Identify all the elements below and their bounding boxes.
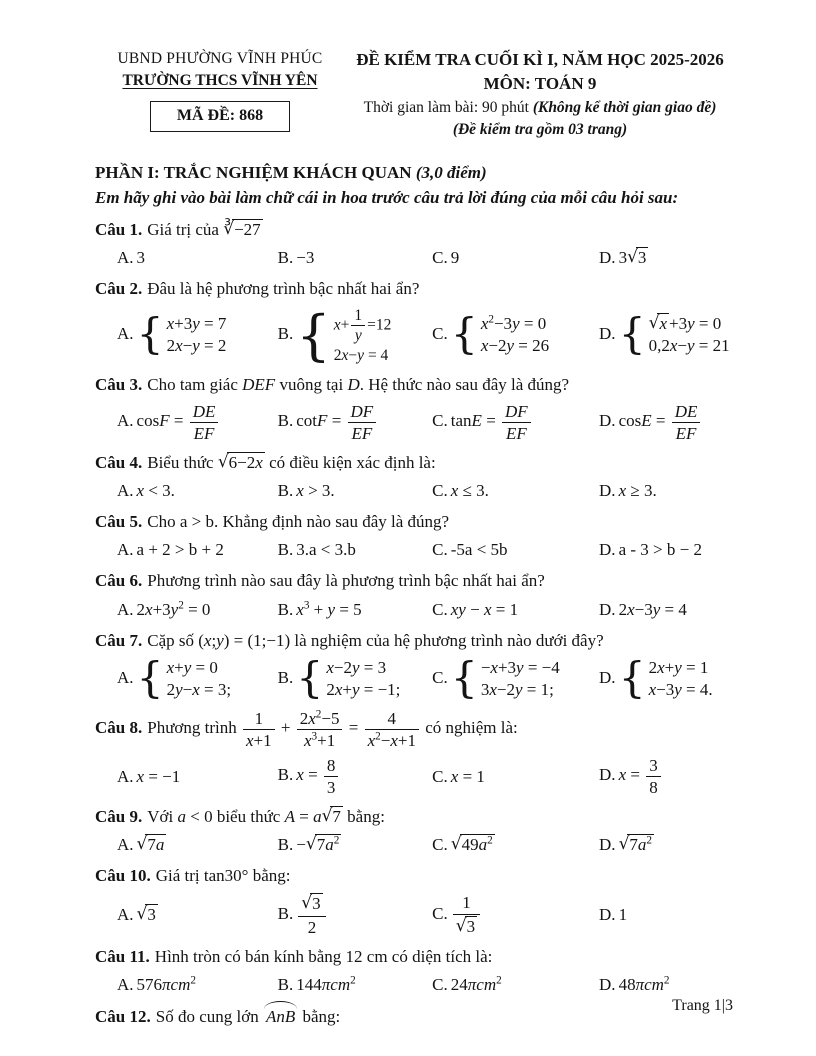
option-letter: B.: [277, 540, 294, 560]
exam-title: ĐỀ KIỂM TRA CUỐI KÌ I, NĂM HỌC 2025-2026: [356, 50, 724, 69]
question-stem: Phương trình $\frac{1}{x+1}$ + $\frac{2x^2-5}{x^3+1}$ = $\frac{4}{x^2-x+1}$ có nghiệm là:: [147, 708, 518, 751]
question-label: Câu 3.: [95, 374, 143, 394]
option-content: 3 √ 3: [619, 248, 649, 267]
options-row: [95, 538, 735, 562]
option-letter: C.: [432, 835, 448, 855]
option-letter: B.: [277, 481, 294, 501]
option-letter: D.: [599, 411, 616, 431]
option-content: x ≤ 3.: [450, 481, 489, 501]
question-5-option-C: [432, 538, 599, 562]
question-line: [95, 218, 735, 242]
option-content: − √ $7a^2$: [296, 835, 341, 854]
option-letter: B.: [277, 835, 294, 855]
option-content: cosE = $\frac{DE}{EF}$: [619, 411, 703, 430]
question-line: [95, 451, 735, 475]
option-content: { x+ $\frac{1}{y}$ =12 2x−y = 4: [296, 324, 391, 343]
question-8: [95, 708, 735, 798]
option-content: a - 3 > b − 2: [618, 540, 702, 560]
question-3-option-C: [432, 401, 599, 444]
question-line: [95, 945, 735, 969]
option-content: $x^3 + y = 5$: [296, 598, 362, 619]
question-8-option-A: [117, 765, 278, 789]
option-content: -5a < 5b: [450, 540, 508, 560]
question-label: Câu 9.: [95, 807, 143, 827]
question-stem: Biểu thức √ 6−2x có điều kiện xác định là:: [147, 453, 435, 472]
option-content: 3: [136, 247, 146, 267]
question-1-option-D: [599, 246, 735, 270]
option-letter: D.: [599, 974, 616, 994]
question-7-option-C: [432, 657, 599, 701]
option-content: 48πcm$^2$: [618, 974, 670, 994]
question-2-option-C: [432, 313, 599, 357]
question-6-option-B: [278, 598, 433, 622]
question-label: Câu 8.: [95, 718, 143, 738]
option-content: x = 1: [450, 766, 485, 786]
exam-header: [95, 48, 735, 141]
option-letter: C.: [432, 667, 448, 687]
question-2-option-B: [278, 305, 433, 366]
question-4: [95, 451, 735, 503]
option-letter: C.: [432, 540, 448, 560]
question-5-option-A: [117, 538, 278, 562]
question-10-option-B: [278, 892, 433, 937]
option-letter: A.: [117, 835, 134, 855]
section-title: [95, 161, 735, 185]
section-title-text: PHẦN I: TRẮC NGHIỆM KHÁCH QUAN: [95, 163, 416, 183]
option-letter: B.: [277, 903, 294, 923]
question-3-option-B: [278, 401, 433, 444]
option-content: x > 3.: [296, 481, 335, 501]
options-row: [95, 246, 735, 270]
option-content: 2x−3y = 4: [618, 599, 687, 619]
option-letter: D.: [599, 835, 616, 855]
option-content: { x+3y = 7 2x−y = 2: [137, 324, 227, 343]
option-content: xy − x = 1: [450, 599, 519, 619]
question-2: [95, 277, 735, 366]
option-letter: C.: [432, 411, 448, 431]
question-label: Câu 12.: [95, 1006, 151, 1026]
option-letter: C.: [432, 766, 448, 786]
question-1: [95, 218, 735, 270]
question-7-option-B: [278, 657, 433, 701]
question-9-option-D: [599, 833, 735, 857]
option-content: √ $7a^2$: [619, 835, 654, 854]
option-content: { √ x +3y = 0 0,2x−y = 21: [619, 324, 730, 343]
question-2-option-D: [599, 313, 735, 357]
option-content: x ≥ 3.: [618, 481, 657, 501]
question-3-option-D: [599, 401, 735, 444]
option-content: { x−2y = 3 2x+y = −1;: [296, 668, 400, 687]
option-letter: A.: [117, 247, 134, 267]
option-letter: A.: [117, 540, 134, 560]
question-9: [95, 805, 735, 857]
option-letter: A.: [117, 599, 134, 619]
question-8-option-D: [599, 755, 735, 798]
option-letter: C.: [432, 247, 448, 267]
option-letter: D.: [599, 540, 616, 560]
option-letter: B.: [277, 765, 294, 785]
question-7-option-A: [117, 657, 278, 701]
option-content: 576πcm$^2$: [136, 974, 196, 994]
option-letter: C.: [432, 599, 448, 619]
option-content: { $x^2-3y = 0$ x−2y = 26: [451, 324, 549, 343]
option-letter: B.: [277, 247, 294, 267]
question-label: Câu 7.: [95, 630, 143, 650]
question-11-option-A: [117, 973, 278, 997]
question-5-option-B: [278, 538, 433, 562]
question-stem: Cặp số (x;y) = (1;−1) là nghiệm của hệ phương trình nào dưới đây?: [147, 630, 604, 650]
question-line: [95, 708, 735, 751]
question-stem: Phương trình nào sau đây là phương trình bậc nhất hai ẩn?: [147, 571, 545, 591]
question-stem: Đâu là hệ phương trình bậc nhất hai ẩn?: [147, 278, 420, 298]
option-content: x = $\frac{8}{3}$: [296, 765, 340, 784]
question-label: Câu 10.: [95, 866, 151, 886]
option-content: cotF = $\frac{DF}{EF}$: [296, 411, 378, 430]
option-content: tanE = $\frac{DF}{EF}$: [451, 411, 533, 430]
question-9-option-B: [278, 833, 433, 857]
question-label: Câu 6.: [95, 571, 143, 591]
question-line: [95, 277, 735, 301]
option-letter: B.: [277, 324, 294, 344]
option-letter: C.: [432, 481, 448, 501]
option-content: { x+y = 0 2y−x = 3;: [137, 668, 232, 687]
header-right: [345, 48, 735, 141]
option-letter: A.: [117, 667, 134, 687]
question-6: [95, 569, 735, 621]
question-stem: Cho tam giác DEF vuông tại D. Hệ thức nào sau đây là đúng?: [147, 374, 570, 394]
question-4-option-C: [432, 479, 599, 503]
question-1-option-C: [432, 246, 599, 270]
question-line: [95, 373, 735, 397]
option-content: x = −1: [136, 766, 181, 786]
option-content: √ 3: [137, 905, 158, 924]
question-10-option-D: [599, 903, 735, 927]
question-stem: Số đo cung lớn AnB bằng:: [156, 1007, 341, 1026]
question-9-option-C: [432, 833, 599, 857]
option-letter: D.: [599, 247, 616, 267]
option-content: cosF = $\frac{DE}{EF}$: [137, 411, 221, 430]
option-letter: D.: [599, 667, 616, 687]
question-2-option-A: [117, 313, 278, 357]
section-instruction: Em hãy ghi vào bài làm chữ cái in hoa trước câu trả lời đúng của mỗi câu hỏi sau:: [95, 188, 679, 208]
option-content: 3.a < 3.b: [296, 540, 356, 560]
question-6-option-A: [117, 598, 278, 622]
question-11-option-C: [432, 973, 599, 997]
org-name: UBND PHƯỜNG VĨNH PHÚC: [117, 50, 323, 67]
question-label: Câu 4.: [95, 452, 143, 472]
question-1-option-B: [278, 246, 433, 270]
duration-note: (Không kể thời gian giao đề): [532, 99, 717, 117]
question-4-option-B: [278, 479, 433, 503]
option-content: { 2x+y = 1 x−3y = 4.: [619, 668, 713, 687]
options-row: [95, 401, 735, 444]
option-letter: B.: [277, 667, 294, 687]
duration-text: Thời gian làm bài: 90 phút: [363, 99, 533, 117]
question-3: [95, 373, 735, 444]
question-5-option-D: [599, 538, 735, 562]
option-content: a + 2 > b + 2: [136, 540, 224, 560]
question-line: [95, 864, 735, 888]
question-6-option-C: [432, 598, 599, 622]
options-row: [95, 657, 735, 701]
question-1-option-A: [117, 246, 278, 270]
question-label: Câu 5.: [95, 512, 143, 532]
option-content: 24πcm$^2$: [450, 974, 502, 994]
option-content: $2x+3y^2 = 0$: [136, 598, 211, 619]
exam-code-box: MÃ ĐỀ: 868: [150, 101, 290, 132]
option-content: 1 √ 3: [451, 904, 482, 923]
exam-subject: MÔN: TOÁN 9: [483, 74, 597, 94]
question-line: [95, 805, 735, 829]
question-8-option-B: [278, 755, 433, 798]
question-stem: Cho a > b. Khẳng định nào sau đây là đúng?: [147, 512, 450, 532]
question-12: [95, 1004, 735, 1029]
option-letter: A.: [117, 324, 134, 344]
option-letter: C.: [432, 324, 448, 344]
exam-duration: [345, 97, 735, 119]
option-letter: B.: [277, 411, 294, 431]
option-content: x = $\frac{3}{8}$: [619, 765, 663, 784]
options-row: [95, 892, 735, 937]
question-stem: Hình tròn có bán kính bằng 12 cm có diện tích là:: [154, 946, 493, 966]
question-line: [95, 629, 735, 653]
question-11-option-B: [278, 973, 433, 997]
page-footer: Trang 1|3: [672, 997, 733, 1015]
section-points: (3,0 điểm): [415, 163, 487, 183]
question-stem: Giá trị tan30° bằng:: [155, 866, 291, 886]
option-letter: D.: [599, 324, 616, 344]
question-line: [95, 569, 735, 593]
pages-note: (Đề kiểm tra gồm 03 trang): [452, 121, 628, 139]
question-line: [95, 1004, 735, 1029]
question-7: [95, 629, 735, 701]
header-left: [95, 48, 345, 132]
option-letter: A.: [117, 481, 134, 501]
question-stem: Với a < 0 biểu thức A = a √ 7 bằng:: [147, 807, 385, 826]
question-3-option-A: [117, 401, 278, 444]
option-content: x < 3.: [136, 481, 175, 501]
option-letter: D.: [599, 904, 616, 924]
option-content: −3: [296, 247, 315, 267]
options-row: [95, 479, 735, 503]
question-label: Câu 1.: [95, 219, 143, 239]
options-row: [95, 973, 735, 997]
option-content: √ $\frac{3}{2}$: [296, 904, 327, 923]
option-content: √ 7a: [137, 835, 167, 854]
option-letter: C.: [432, 974, 448, 994]
question-10-option-A: [117, 903, 278, 927]
option-letter: D.: [599, 765, 616, 785]
question-7-option-D: [599, 657, 735, 701]
question-9-option-A: [117, 833, 278, 857]
question-10: [95, 864, 735, 937]
option-letter: A.: [117, 766, 134, 786]
question-11: [95, 945, 735, 997]
question-stem: Giá trị của ∛ −27: [147, 220, 262, 239]
option-letter: C.: [432, 903, 448, 923]
question-4-option-D: [599, 479, 735, 503]
options-row: [95, 833, 735, 857]
option-content: 1: [618, 904, 628, 924]
question-6-option-D: [599, 598, 735, 622]
question-label: Câu 11.: [95, 946, 150, 966]
option-content: 144πcm$^2$: [296, 974, 356, 994]
question-11-option-D: [599, 973, 735, 997]
questions-list: [95, 218, 735, 1029]
question-5: [95, 510, 735, 562]
option-letter: D.: [599, 599, 616, 619]
option-letter: A.: [117, 411, 134, 431]
option-letter: A.: [117, 974, 134, 994]
option-letter: D.: [599, 481, 616, 501]
question-4-option-A: [117, 479, 278, 503]
question-8-option-C: [432, 765, 599, 789]
school-name: TRƯỜNG THCS VĨNH YÊN: [122, 72, 318, 89]
option-letter: B.: [277, 599, 294, 619]
option-letter: B.: [277, 974, 294, 994]
options-row: [95, 598, 735, 622]
question-label: Câu 2.: [95, 278, 143, 298]
question-line: [95, 510, 735, 534]
option-content: { −x+3y = −4 3x−2y = 1;: [451, 668, 560, 687]
options-row: [95, 305, 735, 366]
options-row: [95, 755, 735, 798]
option-content: √ $49a^2$: [451, 835, 495, 854]
question-10-option-C: [432, 892, 599, 937]
option-content: 9: [450, 247, 460, 267]
option-letter: A.: [117, 904, 134, 924]
